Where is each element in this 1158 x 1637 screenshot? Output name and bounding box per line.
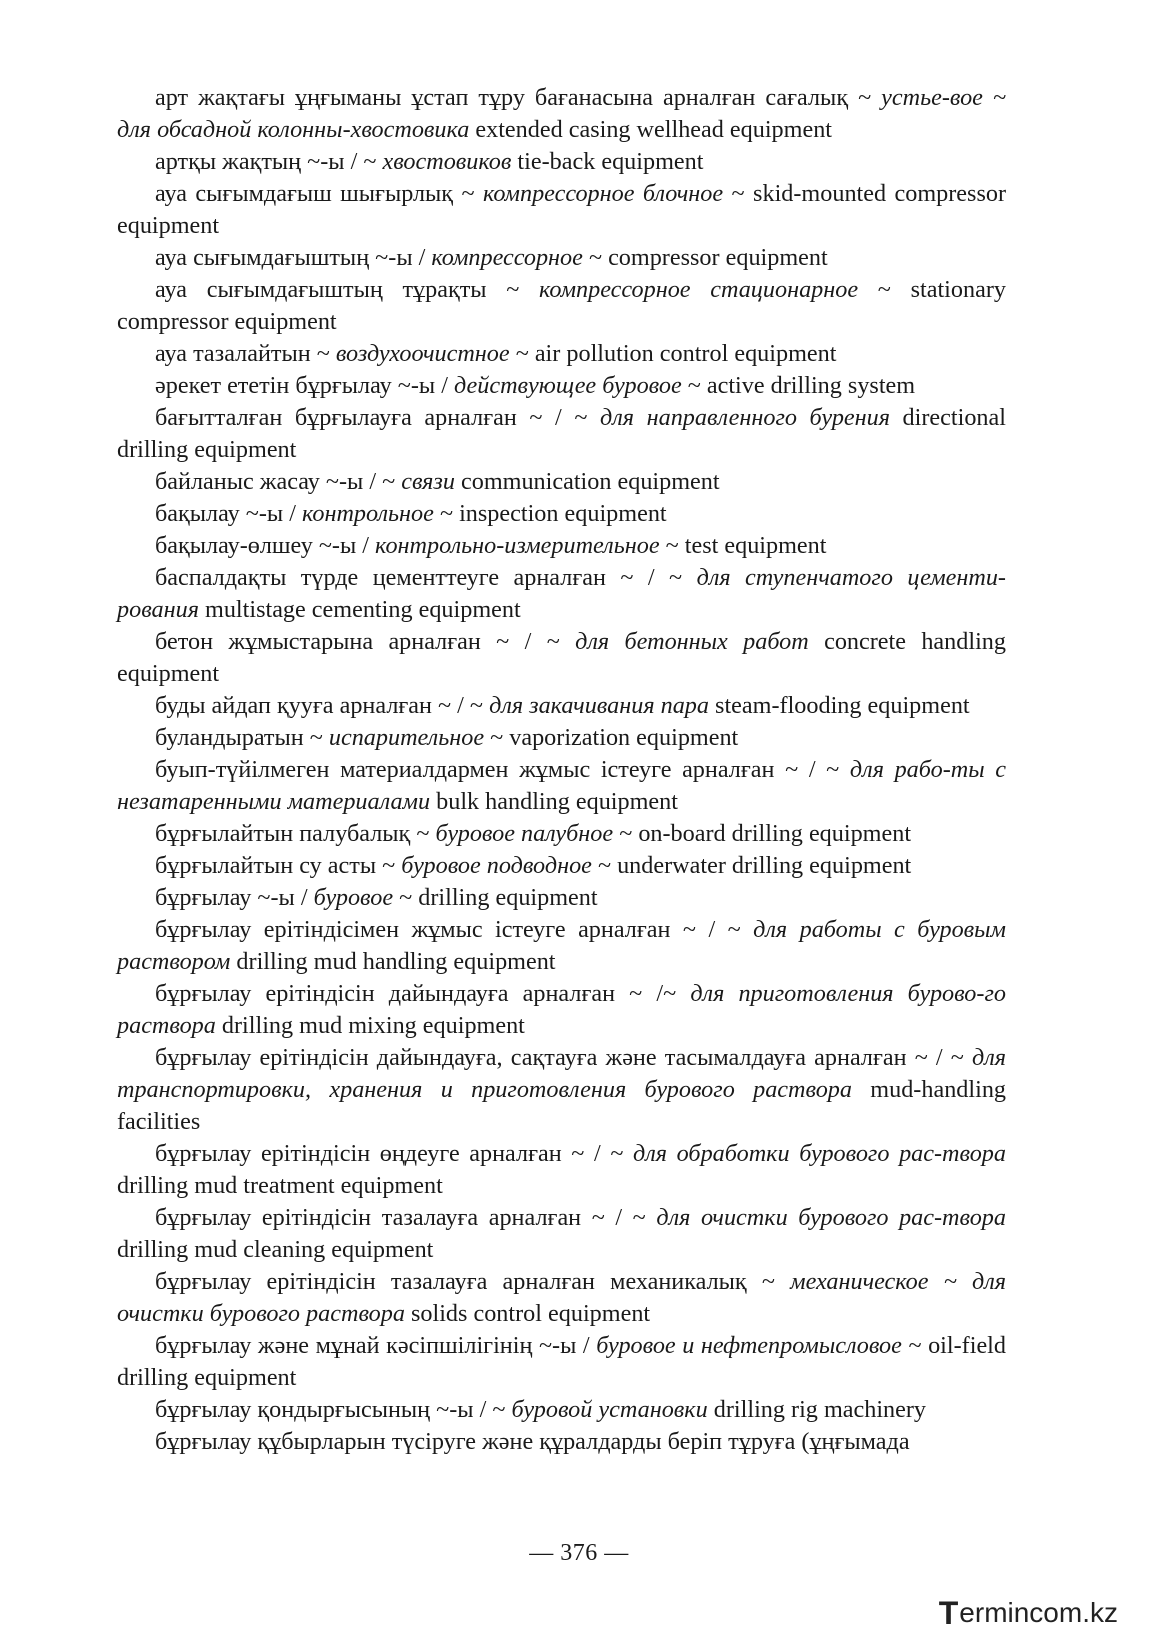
term-text: extended casing wellhead equipment — [469, 116, 833, 143]
russian-term: для направленного бурения — [600, 404, 890, 431]
dictionary-entry — [117, 1394, 1006, 1426]
russian-term: для приготовления бурово-го раствора — [117, 980, 1006, 1039]
term-text: ~ active drilling system — [681, 372, 916, 399]
term-text: бақылау-өлшеу ~-ы / — [155, 532, 376, 559]
russian-term: буровое палубное — [435, 820, 614, 847]
russian-term: для бетонных работ — [575, 628, 809, 655]
russian-term: контрольное — [301, 500, 434, 527]
term-text: бұрғылау ерітіндісін дайындауға, сақтауға және тасымалдауға арналған ~ / ~ — [155, 1044, 972, 1071]
dictionary-entry — [117, 178, 1006, 242]
term-text: ауа тазалайтын ~ — [155, 340, 336, 367]
term-text: drilling mud handling equipment — [230, 948, 556, 975]
dictionary-entry — [117, 242, 1006, 274]
term-text: бұрғылау ерітіндісін тазалауға арналған механикалық ~ — [155, 1268, 791, 1295]
term-text: concrete handling equipment — [117, 628, 1006, 687]
dictionary-entry — [117, 498, 1006, 530]
term-text: ауа сығымдағыштың ~-ы / — [155, 244, 432, 271]
dictionary-entry — [117, 626, 1006, 690]
dictionary-entry — [117, 1266, 1006, 1330]
dictionary-entry — [117, 82, 1006, 146]
dictionary-entry — [117, 978, 1006, 1042]
term-text: communication equipment — [454, 468, 720, 495]
russian-term: буровое подводное — [401, 852, 592, 879]
term-text: әрекет ететін бұрғылау ~-ы / — [155, 372, 454, 399]
term-text: бұрғылайтын су асты ~ — [155, 852, 402, 879]
term-text: steam-flooding equipment — [709, 692, 970, 719]
term-text: бұрғылау ерітіндісін тазалауға арналған ~ / ~ — [155, 1204, 657, 1231]
russian-term: воздухоочистное — [335, 340, 510, 367]
dictionary-entry — [117, 754, 1006, 818]
term-text: ~ skid-mounted compressor equipment — [117, 180, 1007, 239]
term-text: буып-түйілмеген материалдармен жұмыс істеуге арналған ~ / ~ — [155, 756, 850, 783]
term-text: баспалдақты түрде цементтеуге арналған ~ / ~ — [155, 564, 697, 591]
term-text: буды айдап қууға арналған ~ / ~ — [155, 692, 490, 719]
term-text: бұрғылау ерітіндісімен жұмыс істеуге арналған ~ / ~ — [155, 916, 754, 943]
logo-text: ermincom — [959, 1597, 1083, 1628]
russian-term: буровое — [313, 884, 394, 911]
logo-suffix: .kz — [1082, 1597, 1118, 1628]
dictionary-entry — [117, 1138, 1006, 1202]
term-text: ~ compressor equipment — [582, 244, 828, 271]
dictionary-entry — [117, 722, 1006, 754]
term-text: бұрғылау қондырғысының ~-ы / ~ — [155, 1396, 512, 1423]
term-text: ~ oil-field drilling equipment — [117, 1332, 1006, 1391]
term-text: бақылау ~-ы / — [155, 500, 302, 527]
term-text: drilling mud cleaning equipment — [117, 1236, 434, 1263]
dictionary-entry — [117, 882, 1006, 914]
dictionary-entry — [117, 274, 1006, 338]
term-text: бұрғылау және мұнай кәсіпшілігінің ~-ы / — [155, 1332, 597, 1359]
term-text: ~ air pollution control equipment — [509, 340, 837, 367]
russian-term: устье-вое ~ для обсадной колонны-хвостовика — [117, 84, 1006, 143]
term-text: бұрғылау ~-ы / — [155, 884, 314, 911]
dictionary-entry — [117, 818, 1006, 850]
term-text: mud-handling facilities — [117, 1076, 1007, 1135]
russian-term: для обработки бурового рас-твора — [633, 1140, 1006, 1167]
term-text: drilling rig machinery — [707, 1396, 927, 1423]
dictionary-entry — [117, 690, 1006, 722]
dictionary-entry — [117, 1202, 1006, 1266]
term-text: ~ on-board drilling equipment — [613, 820, 912, 847]
russian-term: буровой установки — [511, 1396, 708, 1423]
russian-term: буровое и нефтепромысловое — [596, 1332, 902, 1359]
term-text: tie-back equipment — [511, 148, 704, 175]
term-text: ~ drilling equipment — [393, 884, 598, 911]
term-text: ~ vaporization equipment — [484, 724, 739, 751]
term-text: drilling mud mixing equipment — [215, 1012, 525, 1039]
term-text: ~ underwater drilling equipment — [591, 852, 912, 879]
term-text: бағытталған бұрғылауға арналған ~ / ~ — [155, 404, 600, 431]
russian-term: для рабо-ты с незатаренными материалами — [117, 756, 1006, 815]
dictionary-entry — [117, 850, 1006, 882]
term-text: directional drilling equipment — [117, 404, 1006, 463]
term-text: бұрғылайтын палубалық ~ — [155, 820, 436, 847]
term-text: ауа сығымдағыш шығырлық ~ — [155, 180, 483, 207]
dictionary-entry — [117, 338, 1006, 370]
dictionary-text — [117, 82, 1006, 1458]
russian-term: компрессорное стационарное — [539, 276, 859, 303]
term-text: ~ test equipment — [659, 532, 827, 559]
term-text: бұрғылау құбырларын түсіруге және құралдарды беріп тұруға (ұңғымада — [155, 1428, 910, 1455]
dictionary-entry — [117, 1042, 1006, 1138]
russian-term: для транспортировки, хранения и приготовления бурового раствора — [117, 1044, 1006, 1103]
russian-term: хвостовиков — [382, 148, 512, 175]
term-text: bulk handling equipment — [430, 788, 678, 815]
russian-term: механическое ~ для очистки бурового раствора — [117, 1268, 1007, 1327]
term-text: ~ stationary compressor equipment — [117, 276, 1006, 335]
dictionary-entry — [117, 146, 1006, 178]
dictionary-entry — [117, 914, 1006, 978]
term-text: ауа сығымдағыштың тұрақты ~ — [155, 276, 540, 303]
term-text: арт жақтағы ұңғыманы ұстап тұру бағанасына арналған сағалық ~ — [155, 84, 882, 111]
russian-term: для ступенчатого цементи-рования — [117, 564, 1006, 623]
dictionary-entry — [117, 562, 1006, 626]
dictionary-entry — [117, 466, 1006, 498]
russian-term: компрессорное — [431, 244, 583, 271]
russian-term: действующее буровое — [453, 372, 682, 399]
russian-term: для работы с буровым раствором — [117, 916, 1006, 975]
term-text: бұрғылау ерітіндісін өңдеуге арналған ~ / ~ — [155, 1140, 634, 1167]
termincom-logo — [939, 1596, 1118, 1630]
term-text: буландыратын ~ — [155, 724, 329, 751]
russian-term: для закачивания пара — [489, 692, 709, 719]
dictionary-entry — [117, 402, 1006, 466]
russian-term: для очистки бурового рас-твора — [656, 1204, 1006, 1231]
term-text: ~ inspection equipment — [433, 500, 667, 527]
term-text: бетон жұмыстарына арналған ~ / ~ — [155, 628, 576, 655]
term-text: solids control equipment — [404, 1300, 651, 1327]
dictionary-entry — [117, 1426, 1006, 1458]
term-text: бұрғылау ерітіндісін дайындауға арналған ~ /~ — [155, 980, 691, 1007]
term-text: артқы жақтың ~-ы / ~ — [155, 148, 383, 175]
dictionary-entry — [117, 1330, 1006, 1394]
page-number: — 376 — — [529, 1540, 629, 1566]
term-text: multistage cementing equipment — [198, 596, 521, 623]
russian-term: связи — [401, 468, 455, 495]
dictionary-entry — [117, 370, 1006, 402]
logo-t: T — [938, 1594, 959, 1631]
term-text: drilling mud treatment equipment — [117, 1172, 443, 1199]
russian-term: компрессорное блочное — [482, 180, 724, 207]
term-text: байланыс жасау ~-ы / ~ — [155, 468, 402, 495]
dictionary-entry — [117, 530, 1006, 562]
russian-term: испарительное — [328, 724, 485, 751]
russian-term: контрольно-измерительное — [375, 532, 660, 559]
